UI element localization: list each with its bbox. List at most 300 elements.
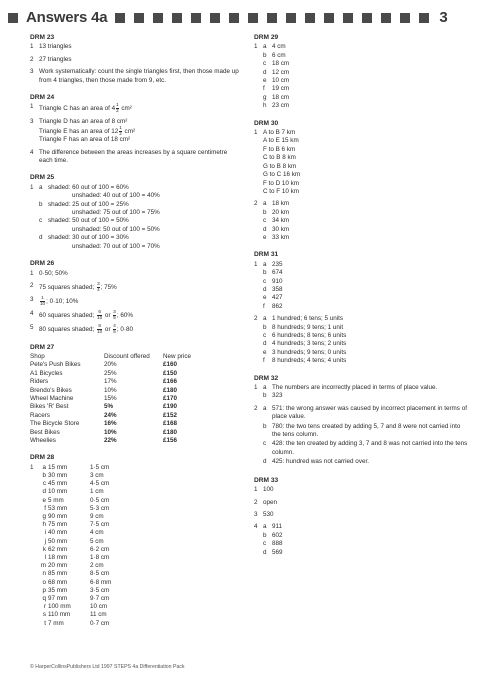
drm23-section [30, 34, 240, 85]
mm-value: 75 mm [48, 521, 68, 529]
mm-value: 53 mm [48, 504, 68, 512]
sub-letter [39, 192, 48, 200]
text-line: C to F 10 km [263, 187, 300, 195]
item-text: The difference between the areas increases by a square centimetre each time. [39, 148, 228, 165]
fraction [97, 282, 100, 292]
cm-value: 0·5 cm [90, 496, 110, 504]
sub-answer [263, 294, 469, 302]
denominator: 4 [97, 286, 100, 292]
sub-letter: a [42, 463, 46, 471]
drm26-section [30, 260, 240, 335]
item-number [254, 60, 263, 68]
discount-cell: 20% [104, 361, 117, 369]
table-row [30, 480, 111, 488]
sub-text: 888 [272, 540, 283, 548]
section-title: DRM 32 [254, 374, 279, 382]
table-row [30, 464, 111, 472]
item-text [39, 184, 240, 251]
header-square-icon [343, 13, 353, 23]
sub-text: 18 cm [272, 60, 290, 68]
sub-text: 674 [272, 269, 283, 277]
sub-letter: d [263, 340, 267, 348]
mm-value: 97 mm [48, 595, 68, 603]
item-number: 2 [254, 498, 258, 506]
sub-answer [263, 532, 469, 540]
item-number: 4 [254, 523, 258, 531]
sub-letter: j [44, 537, 46, 545]
sub-answer [263, 226, 469, 234]
item-number: 1 [254, 384, 258, 392]
sub-letter: b [263, 208, 267, 216]
fraction [40, 296, 45, 306]
text-part: ; 0·10; 10% [46, 297, 79, 305]
item-number [30, 611, 39, 619]
denominator: 10 [97, 314, 103, 320]
sub-answer [39, 201, 240, 209]
sub-text: unshaded: 70 out of 100 = 70% [72, 242, 160, 250]
sub-text: 18 cm [272, 93, 290, 101]
table-row [30, 437, 191, 445]
text-line: C to B 8 km [263, 154, 296, 162]
item-text: open [263, 498, 278, 506]
drm33-section [254, 477, 469, 557]
answer-item [254, 499, 469, 507]
sub-letter: d [263, 458, 267, 466]
item-number [30, 538, 39, 546]
item-number [254, 94, 263, 102]
item-number [30, 505, 39, 513]
price-cell: £152 [163, 411, 178, 419]
table-header-row [30, 353, 191, 361]
answer-item [30, 149, 240, 166]
item-text [263, 200, 469, 242]
sub-text: 1 hundred; 6 tens; 5 units [272, 315, 344, 323]
sub-text: 602 [272, 531, 283, 539]
fraction [97, 324, 102, 334]
sub-answer [39, 226, 240, 234]
sub-text: 425: hundred was not carried over. [272, 458, 369, 466]
cm-value: 5 cm [90, 537, 104, 545]
cm-value: 1·8 cm [90, 554, 110, 561]
item-number [30, 554, 39, 562]
sub-letter: l [44, 554, 46, 561]
sub-letter: b [263, 422, 267, 430]
section-title: DRM 31 [254, 251, 279, 259]
sub-letter: c [39, 217, 43, 225]
sub-letter: a [39, 183, 43, 191]
header-square-icon [134, 13, 144, 23]
sub-letter: s [42, 611, 46, 619]
numerator: 8 [98, 323, 101, 329]
item-number [30, 472, 39, 480]
mm-value: 85 mm [48, 570, 68, 578]
cm-value: 5·3 cm [90, 504, 110, 512]
answer-item [254, 261, 469, 311]
item-number: 3 [30, 296, 34, 304]
sub-text: 4 hundreds; 3 tens; 2 units [272, 340, 347, 348]
sub-text: 911 [272, 523, 283, 531]
answer-item [254, 129, 469, 196]
item-number: 3 [30, 68, 34, 76]
discount-cell: 16% [104, 420, 117, 428]
section-title: DRM 28 [30, 454, 55, 462]
header-square-icon [286, 13, 296, 23]
item-text [263, 523, 469, 557]
sub-letter: q [42, 595, 46, 603]
numerator: 1 [41, 295, 44, 301]
sub-answer [263, 384, 469, 392]
cm-value: 3·5 cm [90, 586, 110, 594]
sub-text: 427 [272, 294, 283, 302]
mm-value: 110 mm [48, 611, 71, 619]
text-line: G to B 8 km [263, 162, 297, 170]
table-row [30, 546, 111, 554]
text-line: Triangle D has an area of 8 cm² [39, 117, 128, 125]
shop-cell: Racers [30, 411, 50, 419]
sub-text: shaded: 50 out of 100 = 50% [48, 217, 129, 225]
mm-value: 40 mm [48, 529, 68, 537]
sub-text: 6 hundreds; 8 tens; 6 units [272, 332, 347, 339]
sub-letter: a [263, 315, 267, 323]
sub-letter: b [263, 531, 267, 539]
item-number: 1 [254, 129, 258, 137]
sub-text: 569 [272, 548, 283, 556]
item-number: 2 [254, 315, 258, 323]
shop-cell: Pete's Push Bikes [30, 361, 81, 369]
item-number [30, 562, 39, 570]
sub-letter: b [263, 323, 267, 331]
drm27-section [30, 344, 240, 446]
sub-text: 4 cm [272, 43, 286, 51]
header-square-icon [381, 13, 391, 23]
sub-answer [263, 540, 469, 548]
sub-letter: h [263, 102, 267, 110]
sub-text: 34 km [272, 217, 290, 225]
text-part: 80 squares shaded; [39, 326, 97, 334]
table-row [30, 488, 111, 496]
sub-text: unshaded: 50 out of 100 = 50% [72, 225, 160, 233]
text-part: ; 75% [100, 283, 117, 291]
item-number [30, 480, 39, 488]
text-line: F to D 10 km [263, 179, 300, 187]
price-cell: £180 [163, 386, 178, 394]
answer-item [30, 68, 240, 85]
header-square-icon [362, 13, 372, 23]
sub-text: 910 [272, 277, 283, 285]
sub-letter: p [42, 586, 46, 594]
measurement-table [30, 464, 111, 628]
sub-letter [39, 243, 48, 251]
sub-answer [263, 261, 469, 269]
sub-answer [263, 340, 469, 348]
answer-item [254, 405, 469, 468]
text-line: Triangle F has an area of 18 cm² [39, 136, 131, 144]
cm-value: 1 cm [90, 488, 104, 496]
item-text [263, 315, 469, 365]
item-number [254, 102, 263, 110]
sub-answer [263, 234, 469, 242]
item-number: 4 [30, 148, 34, 156]
numerator: 6 [98, 309, 101, 315]
sub-letter: t [44, 619, 46, 627]
list-item [254, 52, 469, 60]
sub-letter: c [263, 440, 267, 448]
drm29-section [254, 34, 469, 111]
fraction [119, 126, 122, 136]
list-item [254, 102, 469, 110]
answer-item [30, 282, 240, 292]
column-header: Discount offered [104, 353, 150, 361]
sub-letter: o [42, 578, 46, 586]
item-text [263, 261, 469, 311]
mm-value: 18 mm [48, 554, 68, 561]
cm-value: 4 cm [90, 529, 104, 537]
mm-value: 15 mm [48, 463, 68, 471]
header-square-icon [229, 13, 239, 23]
text-part: or [103, 312, 113, 320]
item-text [39, 296, 240, 306]
text-part: cm² [122, 127, 136, 135]
item-text [263, 405, 469, 468]
item-text: 27 triangles [39, 55, 72, 63]
mm-value: 10 mm [48, 488, 68, 496]
item-text [39, 118, 240, 145]
sub-answer [39, 217, 240, 225]
cm-value: 3 cm [90, 471, 104, 479]
sub-answer [263, 286, 469, 294]
item-text [263, 129, 469, 196]
sub-letter: a [263, 43, 267, 51]
sub-letter: a [263, 200, 267, 208]
sub-letter: a [263, 404, 267, 412]
sub-text: 6 cm [272, 51, 286, 59]
list-item [254, 77, 469, 85]
price-cell: £160 [163, 361, 178, 369]
text-part: 75 squares shaded; [39, 283, 97, 291]
item-number [30, 546, 39, 554]
discount-cell: 22% [104, 436, 117, 444]
cm-value: 6·2 cm [90, 545, 110, 553]
discount-cell: 17% [104, 378, 117, 386]
header-square-icon [400, 13, 410, 23]
sub-letter: n [42, 570, 46, 578]
table-row [30, 538, 111, 546]
text-part: 60 squares shaded; [39, 312, 97, 320]
item-number [254, 77, 263, 85]
sub-letter: b [263, 269, 267, 277]
answer-item [254, 486, 469, 494]
header-square-icon [115, 13, 125, 23]
mm-value: 68 mm [48, 578, 68, 586]
answer-item [30, 118, 240, 145]
item-text: 0·50; 50% [39, 269, 68, 277]
price-cell: £166 [163, 378, 178, 386]
list-item [254, 60, 469, 68]
table-row [30, 420, 191, 428]
left-column [30, 34, 240, 637]
sub-letter: c [263, 217, 267, 225]
header-square-icon [172, 13, 182, 23]
header-square-icon [248, 13, 258, 23]
answer-item [30, 270, 240, 278]
denominator: 2 [119, 130, 122, 136]
sub-text: 780: the two tens created by adding 5, 7 and 8 were not carried into the tens column. [272, 422, 461, 439]
item-text [39, 282, 240, 292]
sub-text: 18 km [272, 200, 290, 208]
section-title: DRM 33 [254, 476, 279, 484]
item-number [30, 521, 39, 529]
sub-answer [263, 332, 469, 340]
sub-answer [263, 357, 469, 365]
header-square-icon [419, 13, 429, 23]
sub-text: unshaded: 75 out of 100 = 75% [72, 209, 160, 217]
right-column [254, 34, 469, 566]
item-number [254, 52, 263, 60]
numerator: 1 [116, 102, 119, 108]
sub-letter: e [263, 348, 267, 356]
sub-text: 20 km [272, 208, 290, 216]
sub-letter: h [42, 521, 46, 529]
shop-cell: The Bicycle Store [30, 420, 80, 428]
sub-text: 235 [272, 260, 283, 268]
sub-letter: c [263, 332, 267, 339]
numerator: 3 [113, 309, 116, 315]
shop-cell: Wheel Machine [30, 395, 74, 403]
sub-letter: b [42, 471, 46, 479]
drm28-section [30, 454, 240, 627]
sub-letter: d [42, 488, 46, 496]
header-squares [115, 13, 429, 23]
item-number: 1 [254, 486, 258, 494]
sub-text: 358 [272, 285, 283, 293]
item-number: 1 [254, 43, 258, 51]
header-square-icon [210, 13, 220, 23]
text-part: or [103, 326, 113, 334]
item-number: 1 [30, 43, 34, 51]
sub-text: 19 cm [272, 85, 290, 93]
sub-answer [263, 349, 469, 357]
sub-letter: e [263, 233, 267, 241]
item-number [30, 529, 39, 537]
sub-answer [263, 392, 469, 400]
sub-letter: r [43, 603, 46, 611]
sub-answer [263, 217, 469, 225]
sub-answer [39, 184, 240, 192]
sub-text: 8 hundreds; 4 tens; 4 units [272, 357, 347, 365]
item-text: 530 [263, 510, 274, 518]
page-title: Answers 4a [26, 8, 108, 26]
section-title: DRM 27 [30, 343, 55, 351]
sub-answer [39, 192, 240, 200]
item-number [30, 603, 39, 611]
page-number: 3 [439, 8, 448, 26]
table-row [30, 595, 111, 603]
table-row [30, 505, 111, 513]
answer-item [254, 384, 469, 401]
answer-item [30, 296, 240, 306]
sub-letter: g [263, 93, 267, 101]
item-number: 2 [30, 55, 34, 63]
table-row [30, 387, 191, 395]
sub-letter: f [263, 302, 265, 310]
sub-letter: f [44, 504, 46, 512]
table-row [30, 611, 111, 619]
sub-answer [39, 243, 240, 251]
header-square-icon [267, 13, 277, 23]
denominator: 2 [116, 108, 119, 114]
answer-item [30, 310, 240, 320]
column-header: New price [163, 353, 191, 361]
section-title: DRM 26 [30, 260, 55, 268]
table-row [30, 579, 111, 587]
item-number: 3 [254, 510, 258, 518]
item-number: 2 [254, 200, 258, 208]
item-text: 13 triangles [39, 43, 72, 51]
sub-answer [263, 315, 469, 323]
denominator: 5 [113, 329, 116, 335]
sub-text: 323 [272, 392, 283, 400]
sub-letter: a [263, 384, 267, 392]
sub-letter: b [39, 200, 43, 208]
item-text [39, 103, 240, 113]
table-row [30, 529, 111, 537]
fraction [113, 324, 116, 334]
sub-letter: c [42, 480, 46, 488]
sub-text: shaded: 60 out of 100 = 60% [48, 183, 129, 191]
text-part: Triangle E has an area of 12 [39, 127, 119, 135]
item-number: 3 [30, 117, 34, 125]
cm-value: 9·7 cm [90, 595, 110, 603]
sub-answer [263, 440, 469, 457]
discount-cell: 15% [104, 395, 117, 403]
text-part: ; 60% [116, 312, 133, 320]
item-number: 2 [30, 281, 34, 289]
shop-cell: Wheelies [30, 436, 56, 444]
text-part: Triangle C has an area of 4 [39, 105, 116, 113]
header-square-icon [305, 13, 315, 23]
table-row [30, 603, 111, 611]
item-number [254, 85, 263, 93]
drm30-section [254, 120, 469, 243]
section-title: DRM 29 [254, 34, 279, 41]
sub-answer [39, 209, 240, 217]
list-item [254, 43, 469, 51]
mm-value: 35 mm [48, 586, 68, 594]
price-cell: £170 [163, 395, 178, 403]
sub-letter: b [263, 392, 267, 400]
item-text: Work systematically: count the single triangles first, then those made up from 4 triangles, then those made from 9, etc. [39, 68, 239, 84]
section-title: DRM 30 [254, 119, 279, 127]
sub-text: 12 cm [272, 68, 290, 76]
denominator: 5 [113, 314, 116, 320]
drm32-section [254, 375, 469, 468]
item-text: 100 [263, 486, 274, 494]
sub-letter: a [263, 260, 267, 268]
sub-answer [263, 303, 469, 311]
discount-cell: 25% [104, 369, 117, 377]
mm-value: 20 mm [48, 562, 68, 570]
answer-item [254, 200, 469, 242]
sub-text: 571: the wrong answer was caused by incorrect placement in terms of place value. [272, 404, 467, 421]
table-row [30, 378, 191, 386]
mm-value: 90 mm [48, 512, 68, 520]
discount-cell: 24% [104, 411, 117, 419]
table-row [30, 570, 111, 578]
header-square-icon [153, 13, 163, 23]
sub-text: unshaded: 40 out of 100 = 40% [72, 192, 160, 200]
text-line: A to B 7 km [263, 129, 296, 137]
item-number: 4 [30, 310, 34, 318]
